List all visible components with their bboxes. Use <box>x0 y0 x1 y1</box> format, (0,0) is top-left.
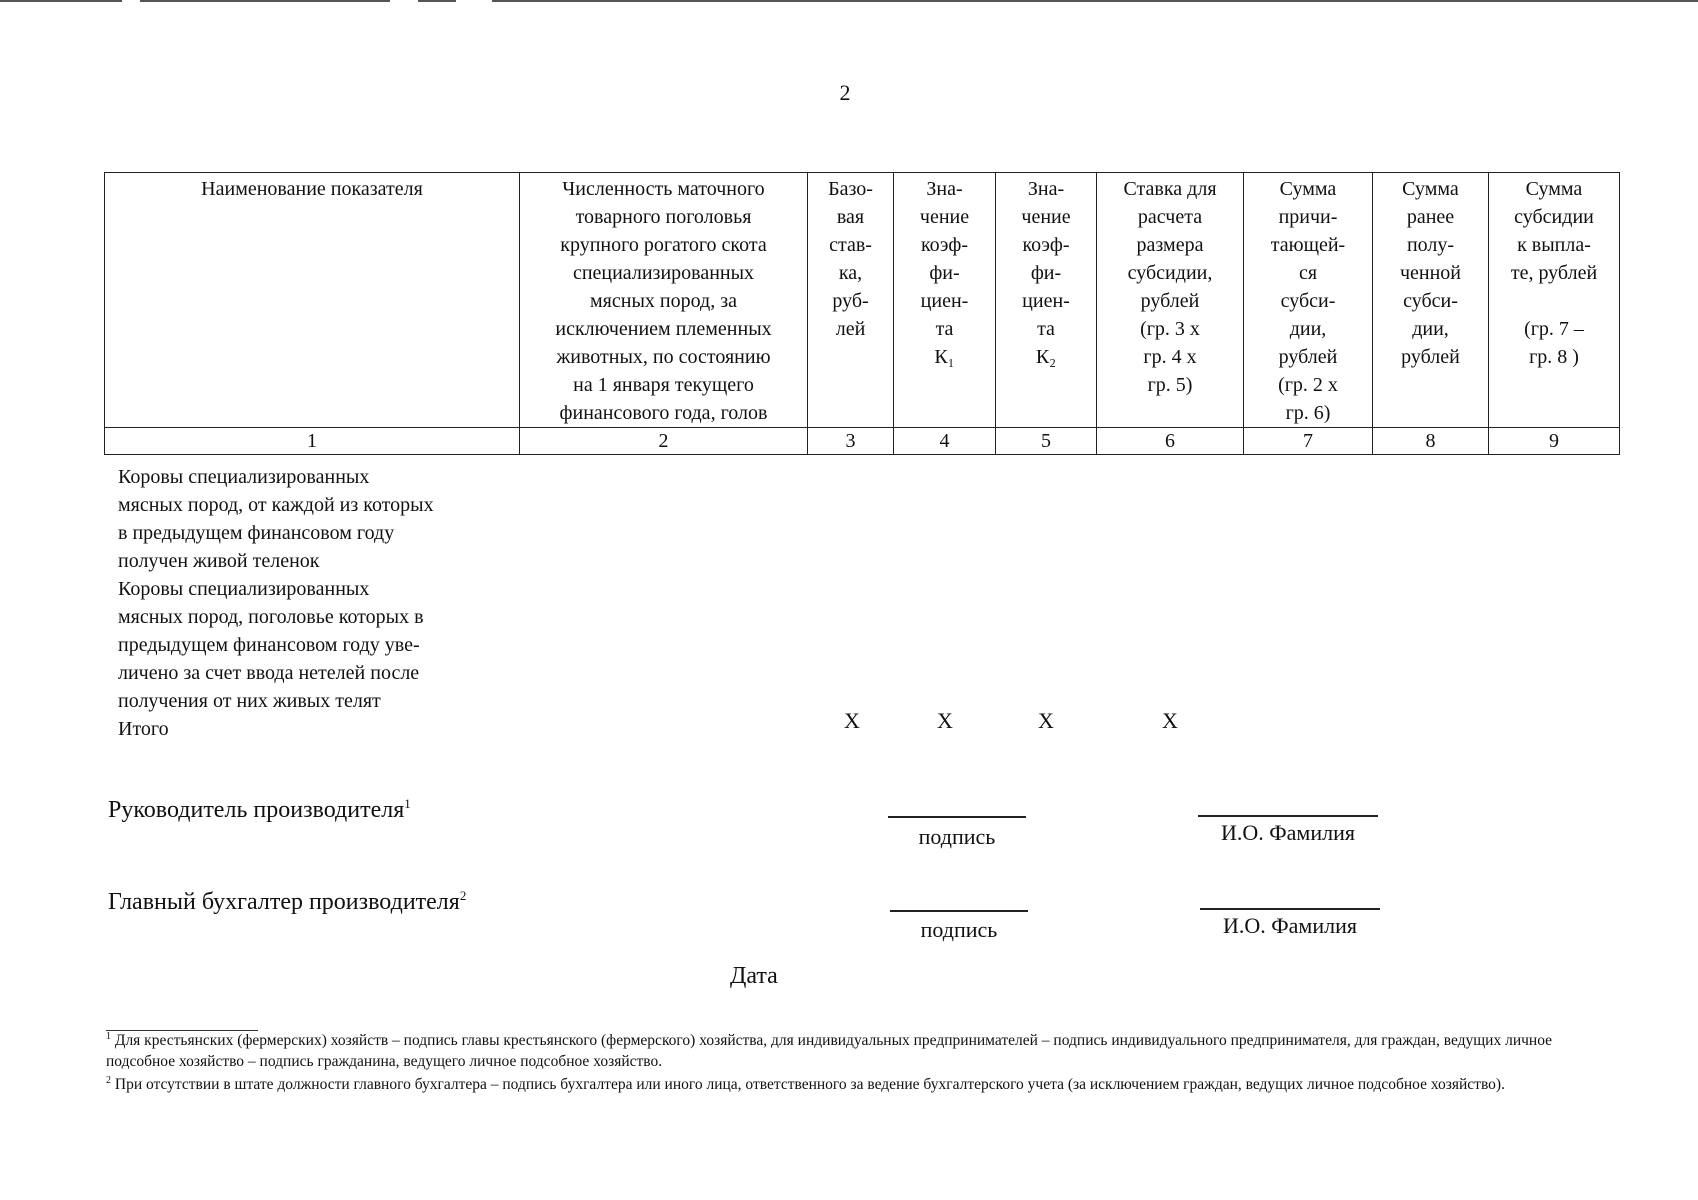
column-header <box>894 173 996 428</box>
name-caption: И.О. Фамилия <box>1221 820 1355 845</box>
column-number: 2 <box>520 428 808 455</box>
footnote-1 <box>106 1026 1606 1072</box>
scan-edge-line <box>492 0 1698 2</box>
signature-line <box>888 816 1026 818</box>
table-header-row <box>105 173 1620 428</box>
name-line <box>1198 815 1378 817</box>
column-header <box>105 173 520 428</box>
column-header-label: Сумма ранее полу- ченной субси- дии, рублей <box>1399 178 1462 368</box>
column-header-label: Сумма субсидии к выпла- те, рублей (гр. 7 – гр. 8 ) <box>1510 178 1598 368</box>
column-header-label: Ставка для расчета размера субсидии, рублей (гр. 3 х гр. 4 х гр. 5) <box>1123 178 1217 396</box>
column-header-label: Численность маточного товарного поголовья крупного рогатого скота специализированных мясных пород, за исключением племенных животных, по состоянию на 1 января текущего финансового года, голов <box>555 178 772 424</box>
row-label-cows-calf: Коровы специализированных мясных пород, от каждой из которых в предыдущем финансовом году получен живой теленок <box>118 466 434 572</box>
column-number: 1 <box>105 428 520 455</box>
column-number: 7 <box>1244 428 1373 455</box>
total-mark-col4: Х <box>937 708 953 733</box>
column-header-label: Зна- чение коэф- фи- циен- та К₁ <box>919 178 970 368</box>
row-label-total: Итого <box>118 718 169 740</box>
signature-caption: подпись <box>920 917 998 942</box>
column-number-row <box>105 428 1620 455</box>
footnote-ref: 1 <box>404 796 411 811</box>
date-label: Дата <box>730 963 778 989</box>
footnote-2 <box>106 1070 1606 1095</box>
signature-line <box>890 910 1028 912</box>
footnote-marker: 2 <box>106 1075 111 1086</box>
column-header-label: Сумма причи- тающей- ся субси- дии, рублей (гр. 2 х гр. 6) <box>1270 178 1346 424</box>
head-signature-title <box>108 796 411 824</box>
scan-edge-line <box>418 0 456 2</box>
column-number: 9 <box>1489 428 1620 455</box>
footnote-ref: 2 <box>459 888 467 903</box>
total-mark-col5: Х <box>1038 708 1054 733</box>
accountant-signature-title <box>108 888 466 916</box>
scan-edge-line <box>0 0 122 2</box>
head-title-text: Руководитель производителя <box>108 797 405 823</box>
column-header <box>1373 173 1489 428</box>
footnote-text: Для крестьянских (фермерских) хозяйств – подпись главы крестьянского (фермерского) хозяйства, для индивидуальных предпринимателей – подпись индивидуального предпринимателя, для граждан, ведущих личное подсобное хозяйство – подпись гражданина, ведущего личное подсобное хозяйство. <box>106 1032 1553 1071</box>
column-header-label: Наименование показателя <box>201 178 423 200</box>
subsidy-table <box>104 172 1620 455</box>
name-caption: И.О. Фамилия <box>1223 913 1357 938</box>
row-label-cows-increase: Коровы специализированных мясных пород, поголовье которых в предыдущем финансовом году уве- личено за счет ввода нетелей после получения от них живых телят <box>118 578 424 712</box>
page-number: 2 <box>839 80 851 105</box>
column-header-label: Базо- вая став- ка, руб- лей <box>828 178 873 340</box>
column-number: 6 <box>1097 428 1244 455</box>
footnote-marker: 1 <box>106 1031 111 1042</box>
footnote-text: При отсутствии в штате должности главного бухгалтера – подпись бухгалтера или иного лица, ответственного за ведение бухгалтерского учета (за исключением граждан, ведущих личное подсобное хозяйство). <box>114 1076 1505 1094</box>
column-number: 5 <box>996 428 1097 455</box>
name-line <box>1200 908 1380 910</box>
column-number: 8 <box>1373 428 1489 455</box>
column-header <box>996 173 1097 428</box>
total-mark-col3: Х <box>844 708 860 733</box>
column-number: 3 <box>808 428 894 455</box>
scan-edge-line <box>140 0 390 2</box>
column-header <box>808 173 894 428</box>
column-header <box>1244 173 1373 428</box>
accountant-title-text: Главный бухгалтер производителя <box>108 889 460 915</box>
column-header-label: Зна- чение коэф- фи- циен- та К₂ <box>1021 178 1071 368</box>
column-header <box>520 173 808 428</box>
column-header <box>1489 173 1620 428</box>
signature-caption: подпись <box>918 824 996 849</box>
column-number: 4 <box>894 428 996 455</box>
total-mark-col6: Х <box>1162 708 1178 733</box>
column-header <box>1097 173 1244 428</box>
